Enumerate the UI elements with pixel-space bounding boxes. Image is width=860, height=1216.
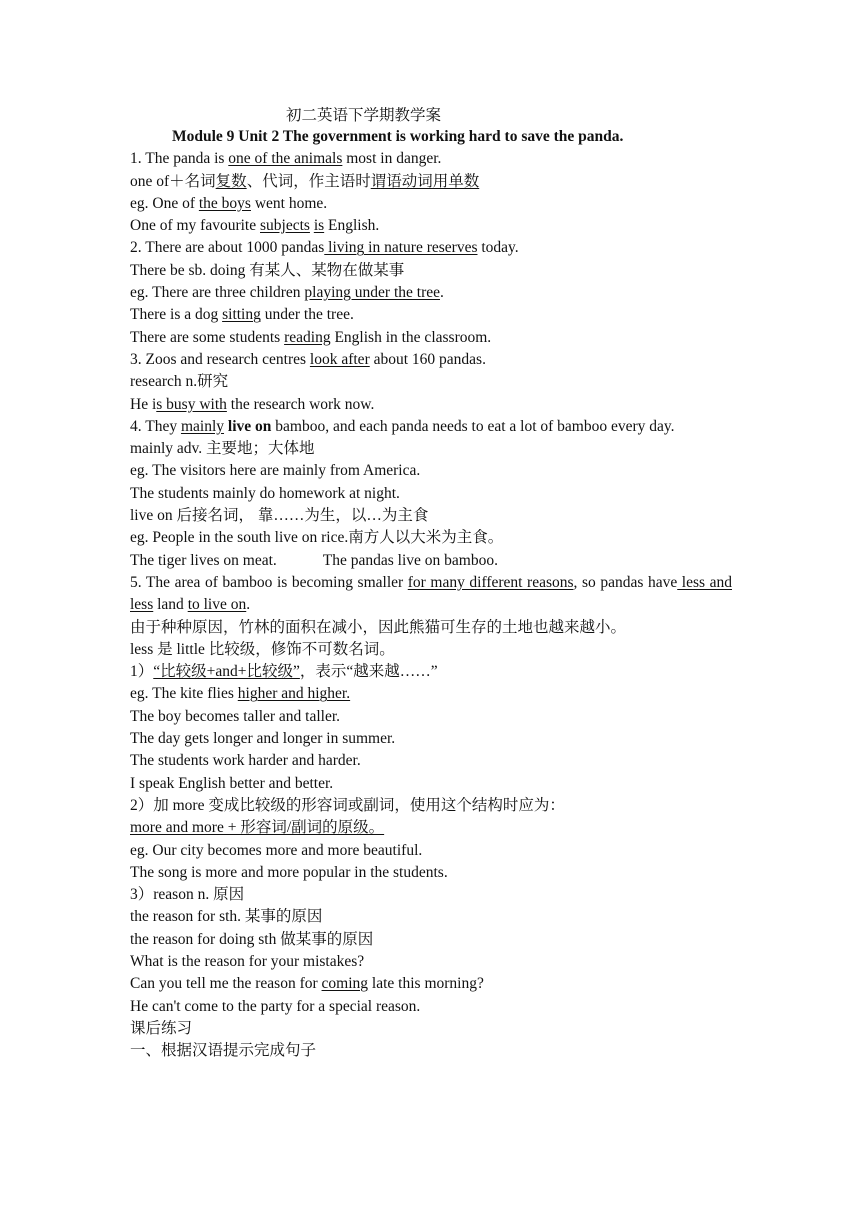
text-line: more and more + 形容词/副词的原级。	[130, 819, 385, 837]
section-heading: 一、根据汉语提示完成句子	[130, 1042, 317, 1060]
section-heading: 课后练习	[130, 1019, 193, 1037]
text-line: The students mainly do homework at night.	[130, 484, 400, 502]
text-line: 由于种种原因，竹林的面积在减小，因此熊猫可生存的土地也越来越小。	[130, 618, 627, 636]
text-line: There is a dog sitting under the tree.	[130, 306, 354, 324]
document-title: 初二英语下学期教学案	[286, 107, 442, 124]
text-line: He can't come to the party for a special reason.	[130, 997, 421, 1015]
text-line: The boy becomes taller and taller.	[130, 707, 341, 725]
text-line: 3）reason n. 原因	[130, 886, 245, 904]
text-line: There are some students reading English in the classroom.	[130, 328, 492, 346]
text-line: eg. One of the boys went home.	[130, 194, 328, 212]
text-line: There be sb. doing 有某人、某物在做某事	[130, 261, 405, 279]
text-line: The song is more and more popular in the students.	[130, 863, 448, 881]
text-line: 1. The panda is one of the animals most in danger.	[130, 150, 442, 168]
text-line: The students work harder and harder.	[130, 752, 361, 770]
text-line: mainly adv. 主要地；大体地	[130, 440, 315, 458]
text-line: eg. People in the south live on rice.南方人以大米为主食。	[130, 529, 504, 547]
text-line: Can you tell me the reason for coming late this morning?	[130, 975, 484, 993]
text-line: He is busy with the research work now.	[130, 395, 375, 413]
text-line: 1）“比较级+and+比较级”，表示“越来越……”	[130, 663, 438, 681]
text-line: eg. The visitors here are mainly from America.	[130, 462, 421, 480]
text-line: eg. Our city becomes more and more beautiful.	[130, 841, 423, 859]
text-line: research n.研究	[130, 373, 229, 391]
text-line: eg. The kite flies higher and higher.	[130, 685, 351, 703]
text-paragraph: 5. The area of bamboo is becoming smaller for many different reasons, so pandas have less and less land to live on.	[130, 573, 732, 614]
text-line: less 是 little 比较级，修饰不可数名词。	[130, 640, 395, 658]
text-line: The day gets longer and longer in summer.	[130, 730, 396, 748]
document-body	[130, 106, 732, 1062]
text-line: one of＋名词复数、代词，作主语时谓语动词用单数	[130, 172, 480, 190]
text-line: 2）加 more 变成比较级的形容词或副词，使用这个结构时应为：	[130, 796, 565, 814]
document-subtitle: Module 9 Unit 2 The government is working hard to save the panda.	[172, 128, 624, 145]
text-line: I speak English better and better.	[130, 774, 334, 792]
text-line: eg. There are three children playing under the tree.	[130, 284, 444, 302]
text-line: live on 后接名词， 靠……为生，以…为主食	[130, 507, 429, 525]
text-line: the reason for doing sth 做某事的原因	[130, 930, 374, 948]
text-line: 3. Zoos and research centres look after about 160 pandas.	[130, 350, 486, 368]
text-line: the reason for sth. 某事的原因	[130, 908, 323, 926]
text-line: What is the reason for your mistakes?	[130, 952, 365, 970]
text-line: The tiger lives on meat. The pandas live on bamboo.	[130, 551, 498, 569]
text-paragraph: 4. They mainly live on bamboo, and each panda needs to eat a lot of bamboo every day.	[130, 417, 675, 435]
text-line: One of my favourite subjects is English.	[130, 217, 380, 235]
text-line: 2. There are about 1000 pandas living in nature reserves today.	[130, 239, 519, 257]
